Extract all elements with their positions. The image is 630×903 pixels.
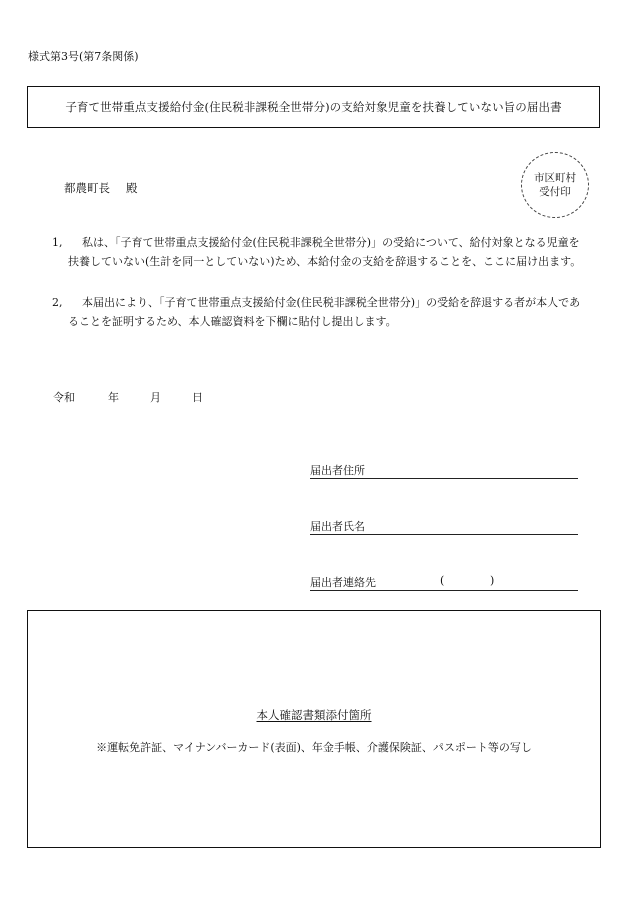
id-section-title-text: 本人確認書類添付箇所: [256, 708, 372, 722]
stamp-line-2: 受付印: [539, 186, 571, 198]
paragraph-number: 2,: [52, 296, 63, 309]
addressee-name: 都農町長: [64, 181, 110, 195]
contact-paren-open: (: [440, 574, 445, 587]
document-title-box: [27, 86, 600, 128]
date-line: [53, 389, 203, 405]
contact-field[interactable]: [310, 574, 578, 591]
name-field[interactable]: [310, 518, 578, 535]
id-document-attachment-area: [27, 610, 601, 848]
name-label: 届出者氏名: [310, 520, 365, 533]
reception-stamp-area: [521, 152, 589, 218]
contact-paren-close: ): [490, 574, 495, 587]
paragraph-number: 1,: [52, 236, 63, 249]
id-section-note: ※運転免許証、マイナンバーカード(表面)、年金手帳、介護保険証、パスポート等の写し: [96, 741, 532, 754]
address-field[interactable]: [310, 462, 578, 479]
id-section-title: [28, 707, 600, 723]
paragraph-text: 私は、「子育て世帯重点支援給付金(住民税非課税全世帯分)」の受給について、給付対象となる児童を扶養していない(生計を同一としていない)ため、本給付金の支給を辞退することを、ここに届け出ます。: [68, 236, 582, 268]
date-day: 日: [192, 391, 203, 404]
form-number: 様式第3号(第7条関係): [28, 50, 139, 63]
document-title: 子育て世帯重点支援給付金(住民税非課税全世帯分)の支給対象児童を扶養していない旨の届出書: [65, 100, 562, 114]
addressee-honorific: 殿: [126, 181, 138, 195]
date-era: 令和: [53, 391, 75, 404]
date-year: 年: [108, 391, 119, 404]
address-label: 届出者住所: [310, 464, 365, 477]
stamp-line-1: 市区町村: [534, 172, 576, 184]
paragraph-text: 本届出により、「子育て世帯重点支援給付金(住民税非課税全世帯分)」の受給を辞退する者が本人であることを証明するため、本人確認資料を下欄に貼付し提出します。: [68, 296, 581, 328]
addressee: [64, 180, 138, 196]
contact-label: 届出者連絡先: [310, 576, 376, 589]
paragraph-2: [52, 294, 587, 331]
date-month: 月: [150, 391, 161, 404]
paragraph-1: [52, 234, 587, 271]
